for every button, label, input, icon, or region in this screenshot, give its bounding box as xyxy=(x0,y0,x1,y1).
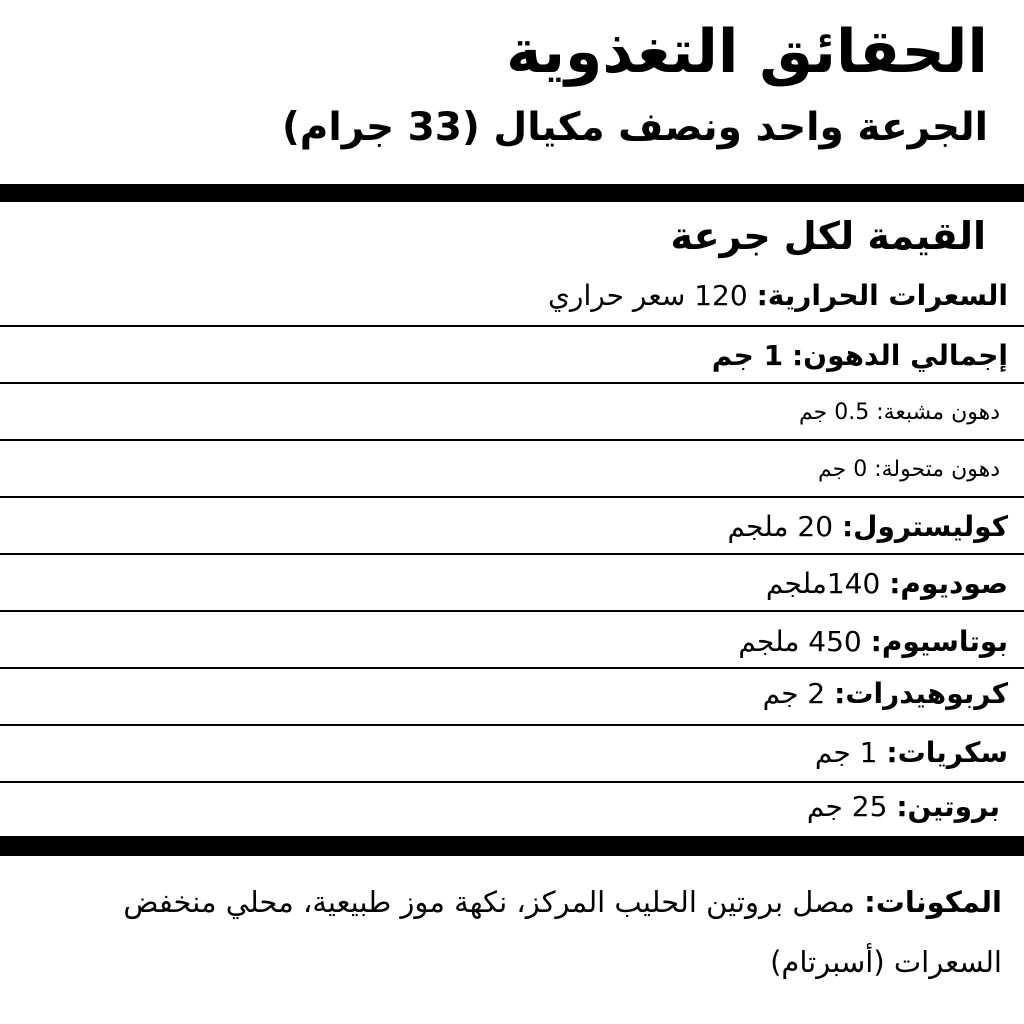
carbohydrates-row xyxy=(8,677,1008,710)
per-serving-heading: القيمة لكل جرعة xyxy=(670,214,986,258)
row-divider xyxy=(0,325,1024,327)
cholesterol-row xyxy=(8,510,1008,543)
sodium-row xyxy=(8,567,1008,600)
serving-size: الجرعة واحد ونصف مكيال (33 جرام) xyxy=(281,105,988,150)
sugars-row xyxy=(8,736,1008,769)
row-divider xyxy=(0,382,1024,384)
potassium-row xyxy=(8,625,1008,658)
calories-row xyxy=(8,279,1008,312)
carbohydrates-value: 2 جم xyxy=(762,677,826,710)
row-divider xyxy=(0,667,1024,669)
sodium-value: 140ملجم xyxy=(765,567,881,600)
total-fat-label: إجمالي الدهون: xyxy=(791,339,1008,372)
calories-value: 120 سعر حراري xyxy=(548,279,748,312)
row-divider xyxy=(0,496,1024,498)
protein-row xyxy=(0,790,1000,823)
row-divider xyxy=(0,781,1024,783)
ingredients-text: مصل بروتين الحليب المركز، نكهة موز طبيعية، محلي منخفض السعرات (أسبرتام) xyxy=(123,885,1002,979)
ingredients-section xyxy=(102,872,1002,992)
sodium-label: صوديوم: xyxy=(889,567,1008,600)
row-divider xyxy=(0,439,1024,441)
sugars-value: 1 جم xyxy=(814,736,878,769)
trans-fat-value: 0 جم xyxy=(817,457,868,482)
page-title: الحقائق التغذوية xyxy=(506,17,988,87)
potassium-value: 450 ملجم xyxy=(738,625,862,658)
saturated-fat-value: 0.5 جم xyxy=(798,400,870,425)
saturated-fat-label: دهون مشبعة: xyxy=(876,400,1000,425)
protein-label: بروتين: xyxy=(896,790,1000,823)
carbohydrates-label: كربوهيدرات: xyxy=(834,677,1008,710)
row-divider xyxy=(0,553,1024,555)
top-divider xyxy=(0,184,1024,202)
row-divider xyxy=(0,724,1024,726)
sugars-label: سكريات: xyxy=(886,736,1008,769)
trans-fat-label: دهون متحولة: xyxy=(874,457,1000,482)
trans-fat-row xyxy=(0,459,1000,481)
calories-label: السعرات الحرارية: xyxy=(756,279,1008,312)
saturated-fat-row xyxy=(0,402,1000,424)
protein-value: 25 جم xyxy=(806,790,888,823)
potassium-label: بوتاسيوم: xyxy=(870,625,1008,658)
ingredients-label: المكونات: xyxy=(864,885,1002,919)
total-fat-row xyxy=(8,339,1008,372)
row-divider xyxy=(0,610,1024,612)
total-fat-value: 1 جم xyxy=(711,339,784,372)
cholesterol-value: 20 ملجم xyxy=(727,510,834,543)
cholesterol-label: كوليسترول: xyxy=(841,510,1008,543)
bottom-divider xyxy=(0,836,1024,856)
